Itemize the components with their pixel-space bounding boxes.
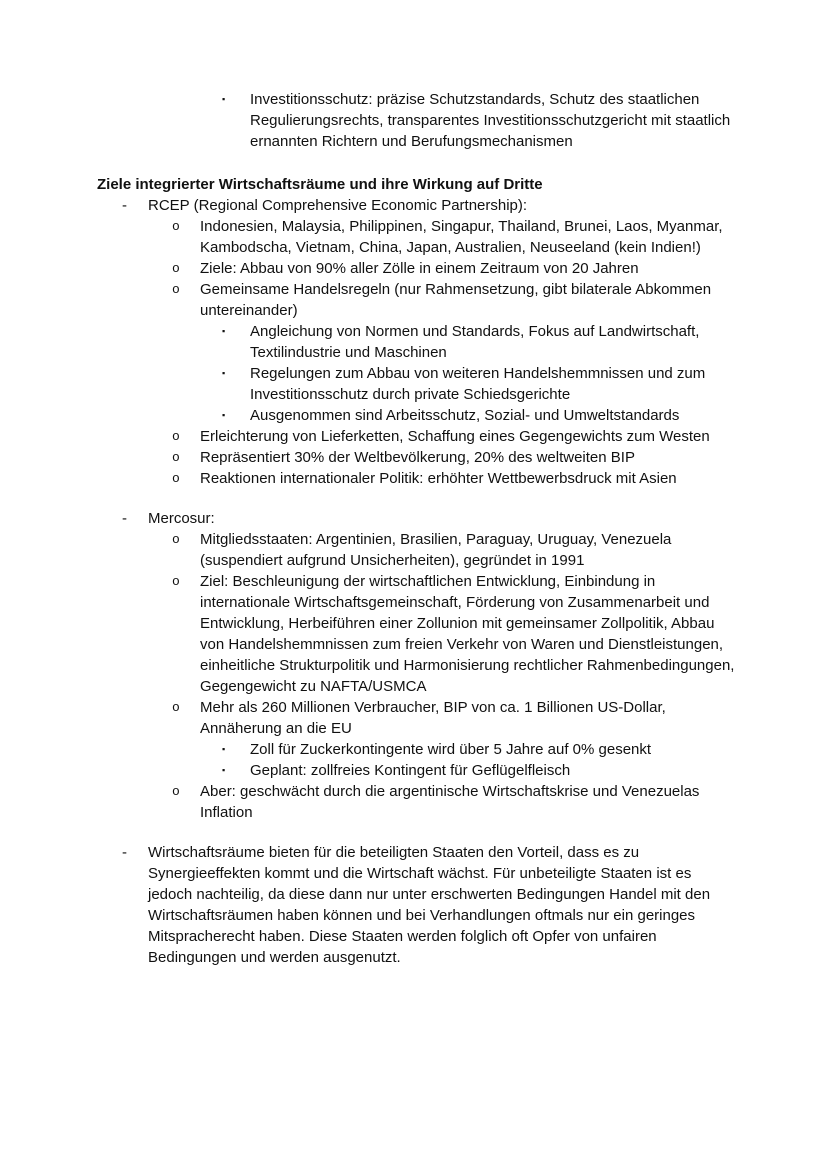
list-item-text: Aber: geschwächt durch die argentinische Wirtschaftskrise und Venezuelas Inflation xyxy=(200,783,700,821)
circle-bullet-icon: o xyxy=(172,282,180,297)
list-item xyxy=(97,363,735,405)
list-item-text: Mitgliedsstaaten: Argentinien, Brasilien, Paraguay, Uruguay, Venezuela (suspendiert aufgrund Unsicherheiten), gegründet in 1991 xyxy=(200,531,672,569)
list-item-text: RCEP (Regional Comprehensive Economic Partnership): xyxy=(148,197,528,214)
list-item xyxy=(97,842,735,968)
list-item-text: Mehr als 260 Millionen Verbraucher, BIP von ca. 1 Billionen US-Dollar, Annäherung an die EU xyxy=(200,699,666,737)
dash-bullet-icon: - xyxy=(122,510,127,527)
circle-bullet-icon: o xyxy=(172,471,180,486)
square-bullet-icon: ▪ xyxy=(222,765,226,775)
circle-bullet-icon: o xyxy=(172,450,180,465)
list-item xyxy=(97,508,735,529)
list-item xyxy=(97,89,735,152)
circle-bullet-icon: o xyxy=(172,700,180,715)
list-item xyxy=(97,195,735,216)
square-bullet-icon: ▪ xyxy=(222,410,226,420)
list-item xyxy=(97,697,735,739)
paragraph-gap xyxy=(97,489,735,508)
list-item xyxy=(97,760,735,781)
list-item-text: Reaktionen internationaler Politik: erhöhter Wettbewerbsdruck mit Asien xyxy=(200,470,677,487)
list-item xyxy=(97,739,735,760)
list-item-text: Zoll für Zuckerkontingente wird über 5 Jahre auf 0% gesenkt xyxy=(250,741,652,758)
list-item xyxy=(97,781,735,823)
list-item-text: Ziele: Abbau von 90% aller Zölle in einem Zeitraum von 20 Jahren xyxy=(200,260,639,277)
list-item-text: Geplant: zollfreies Kontingent für Geflügelfleisch xyxy=(250,762,571,779)
circle-bullet-icon: o xyxy=(172,261,180,276)
list-item-text: Investitionsschutz: präzise Schutzstandards, Schutz des staatlichen Regulierungsrechts, transparentes Investitionsschutzgericht mit staatlich ernannten Richtern und Berufungsmechanismen xyxy=(250,91,731,150)
list-item xyxy=(97,426,735,447)
dash-bullet-icon: - xyxy=(122,197,127,214)
list-item-text: Ausgenommen sind Arbeitsschutz, Sozial- und Umweltstandards xyxy=(250,407,680,424)
square-bullet-icon: ▪ xyxy=(222,94,226,104)
square-bullet-icon: ▪ xyxy=(222,326,226,336)
paragraph-gap xyxy=(97,823,735,842)
list-item xyxy=(97,279,735,321)
square-bullet-icon: ▪ xyxy=(222,744,226,754)
section-heading: Ziele integrierter Wirtschaftsräume und ihre Wirkung auf Dritte xyxy=(97,176,543,193)
list-item-text: Indonesien, Malaysia, Philippinen, Singapur, Thailand, Brunei, Laos, Myanmar, Kambodscha, Vietnam, China, Japan, Australien, Neuseeland (kein Indien!) xyxy=(200,218,723,256)
list-item-text: Ziel: Beschleunigung der wirtschaftlichen Entwicklung, Einbindung in internationale Wirtschaftsgemeinschaft, Förderung von Zusammenarbeit und Entwicklung, Herbeiführen einer Zollunion mit gemeinsamer Zollpolitik, Abbau von Handelshemmnissen zum freien Verkehr von Waren und Dienstleistungen, einheitliche Strukturpolitik und Harmonisierung rechtlicher Rahmenbedingungen, Gegengewicht zu NAFTA/USMCA xyxy=(200,573,735,695)
list-item xyxy=(97,405,735,426)
circle-bullet-icon: o xyxy=(172,429,180,444)
list-item-text: Angleichung von Normen und Standards, Fokus auf Landwirtschaft, Textilindustrie und Maschinen xyxy=(250,323,700,361)
list-item xyxy=(97,529,735,571)
document-content xyxy=(97,89,735,968)
list-item xyxy=(97,468,735,489)
circle-bullet-icon: o xyxy=(172,532,180,547)
circle-bullet-icon: o xyxy=(172,784,180,799)
list-item-text: Mercosur: xyxy=(148,510,215,527)
list-item-text: Erleichterung von Lieferketten, Schaffung eines Gegengewichts zum Westen xyxy=(200,428,710,445)
list-item-text: Regelungen zum Abbau von weiteren Handelshemmnissen und zum Investitionsschutz durch private Schiedsgerichte xyxy=(250,365,706,403)
list-item-text: Gemeinsame Handelsregeln (nur Rahmensetzung, gibt bilaterale Abkommen untereinander) xyxy=(200,281,712,319)
list-item-text: Wirtschaftsräume bieten für die beteiligten Staaten den Vorteil, dass es zu Synergieeffekten kommt und die Wirtschaft wächst. Für unbeteiligte Staaten ist es jedoch nachteilig, da diese dann nur unter erschwerten Bedingungen Handel mit den Wirtschaftsräumen haben können und bei Verhandlungen oftmals nur ein geringes Mitspracherecht haben. Diese Staaten werden folglich oft Opfer von unfairen Bedingungen und werden ausgenutzt. xyxy=(148,844,711,966)
dash-bullet-icon: - xyxy=(122,844,127,861)
list-item-text: Repräsentiert 30% der Weltbevölkerung, 20% des weltweiten BIP xyxy=(200,449,635,466)
circle-bullet-icon: o xyxy=(172,574,180,589)
list-item xyxy=(97,447,735,468)
list-item xyxy=(97,321,735,363)
list-item xyxy=(97,571,735,697)
list-item xyxy=(97,216,735,258)
square-bullet-icon: ▪ xyxy=(222,368,226,378)
circle-bullet-icon: o xyxy=(172,219,180,234)
list-item xyxy=(97,258,735,279)
paragraph-gap xyxy=(97,152,735,174)
